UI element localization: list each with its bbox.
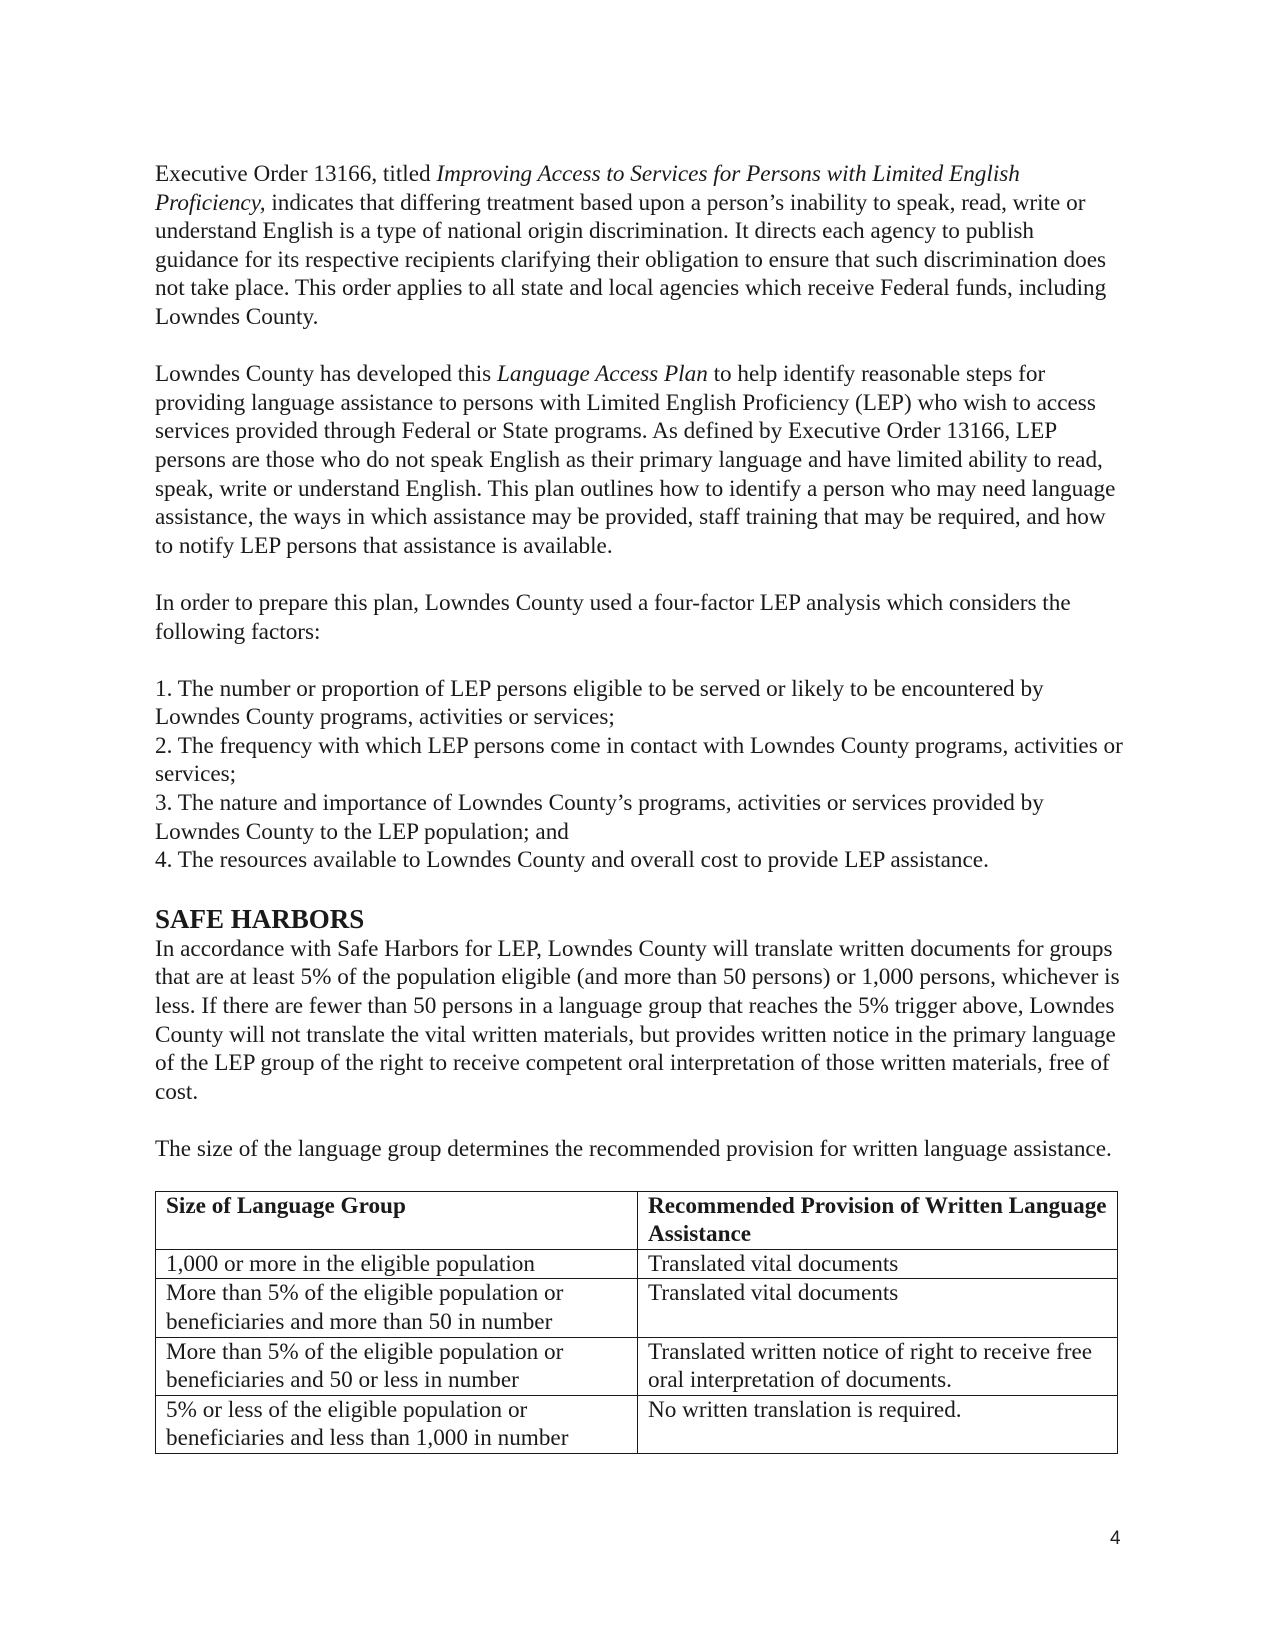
- column-header: Recommended Provision of Written Language Assistance: [638, 1191, 1118, 1249]
- table-cell: 5% or less of the eligible population or beneficiaries and less than 1,000 in number: [156, 1395, 638, 1453]
- table-cell: No written translation is required.: [638, 1395, 1118, 1453]
- section-heading: SAFE HARBORS: [155, 903, 365, 934]
- table-cell: Translated written notice of right to receive free oral interpretation of documents.: [638, 1337, 1118, 1395]
- table-row: [156, 1249, 1118, 1279]
- column-header: Size of Language Group: [156, 1191, 638, 1249]
- list-item: 3. The nature and importance of Lowndes County’s programs, activities or services provided by Lowndes County to the LEP population; and: [155, 790, 1044, 845]
- table-cell: Translated vital documents: [638, 1249, 1118, 1279]
- table-row: [156, 1395, 1118, 1453]
- table-row: [156, 1279, 1118, 1337]
- table-cell: More than 5% of the eligible population or beneficiaries and 50 or less in number: [156, 1337, 638, 1395]
- safe-harbors-paragraph-2: The size of the language group determines the recommended provision for written language assistance.: [155, 1136, 1112, 1162]
- factor-list: [155, 675, 1123, 875]
- plan-title: Language Access Plan: [496, 361, 708, 388]
- page-content: [155, 160, 1123, 1454]
- intro-paragraph-1: Executive Order 13166, titled Improving Access to Services for Persons with Limited English Proficiency, indicates that differing treatment based upon a person’s inability to speak, read, write or understand English is a type of national origin discrimination. It directs each agency to publish guidance for its respective recipients clarifying their obligation to ensure that such discrimination does not take place. This order applies to all state and local agencies which receive Federal funds, including Lowndes County.: [155, 161, 1107, 330]
- intro-paragraph-2: Lowndes County has developed this Language Access Plan to help identify reasonable steps for providing language assistance to persons with Limited English Proficiency (LEP) who wish to access services provided through Federal or State programs. As defined by Executive Order 13166, LEP persons are those who do not speak English as their primary language and have limited ability to read, speak, write or understand English. This plan outlines how to identify a person who may need language assistance, the ways in which assistance may be provided, staff training that may be required, and how to notify LEP persons that assistance is available.: [155, 361, 1116, 559]
- list-item: 1. The number or proportion of LEP persons eligible to be served or likely to be encountered by Lowndes County programs, activities or services;: [155, 675, 1044, 731]
- safe-harbors-paragraph-1: In accordance with Safe Harbors for LEP, Lowndes County will translate written documents for groups that are at least 5% of the population eligible (and more than 50 persons) or 1,000 persons, whichever is less. If there are fewer than 50 persons in a language group that reaches the 5% trigger above, Lowndes County will not translate the vital written materials, but provides written notice in the primary language of the LEP group of the right to receive competent oral interpretation of those written materials, free of cost.: [155, 935, 1120, 1105]
- intro-paragraph-3: In order to prepare this plan, Lowndes County used a four-factor LEP analysis which considers the following factors:: [155, 589, 1071, 645]
- language-assistance-table: [155, 1191, 1118, 1454]
- table-header-row: [156, 1191, 1118, 1249]
- list-item: 4. The resources available to Lowndes County and overall cost to provide LEP assistance.: [155, 847, 989, 874]
- table-cell: Translated vital documents: [638, 1279, 1118, 1337]
- table-cell: 1,000 or more in the eligible population: [156, 1249, 638, 1279]
- page-number: 4: [1110, 1528, 1121, 1549]
- executive-order-title: Improving Access to Services for Persons with Limited English Proficiency,: [155, 161, 1020, 216]
- table-row: [156, 1337, 1118, 1395]
- list-item: 2. The frequency with which LEP persons come in contact with Lowndes County programs, activities or services;: [155, 732, 1123, 788]
- table-cell: More than 5% of the eligible population or beneficiaries and more than 50 in number: [156, 1279, 638, 1337]
